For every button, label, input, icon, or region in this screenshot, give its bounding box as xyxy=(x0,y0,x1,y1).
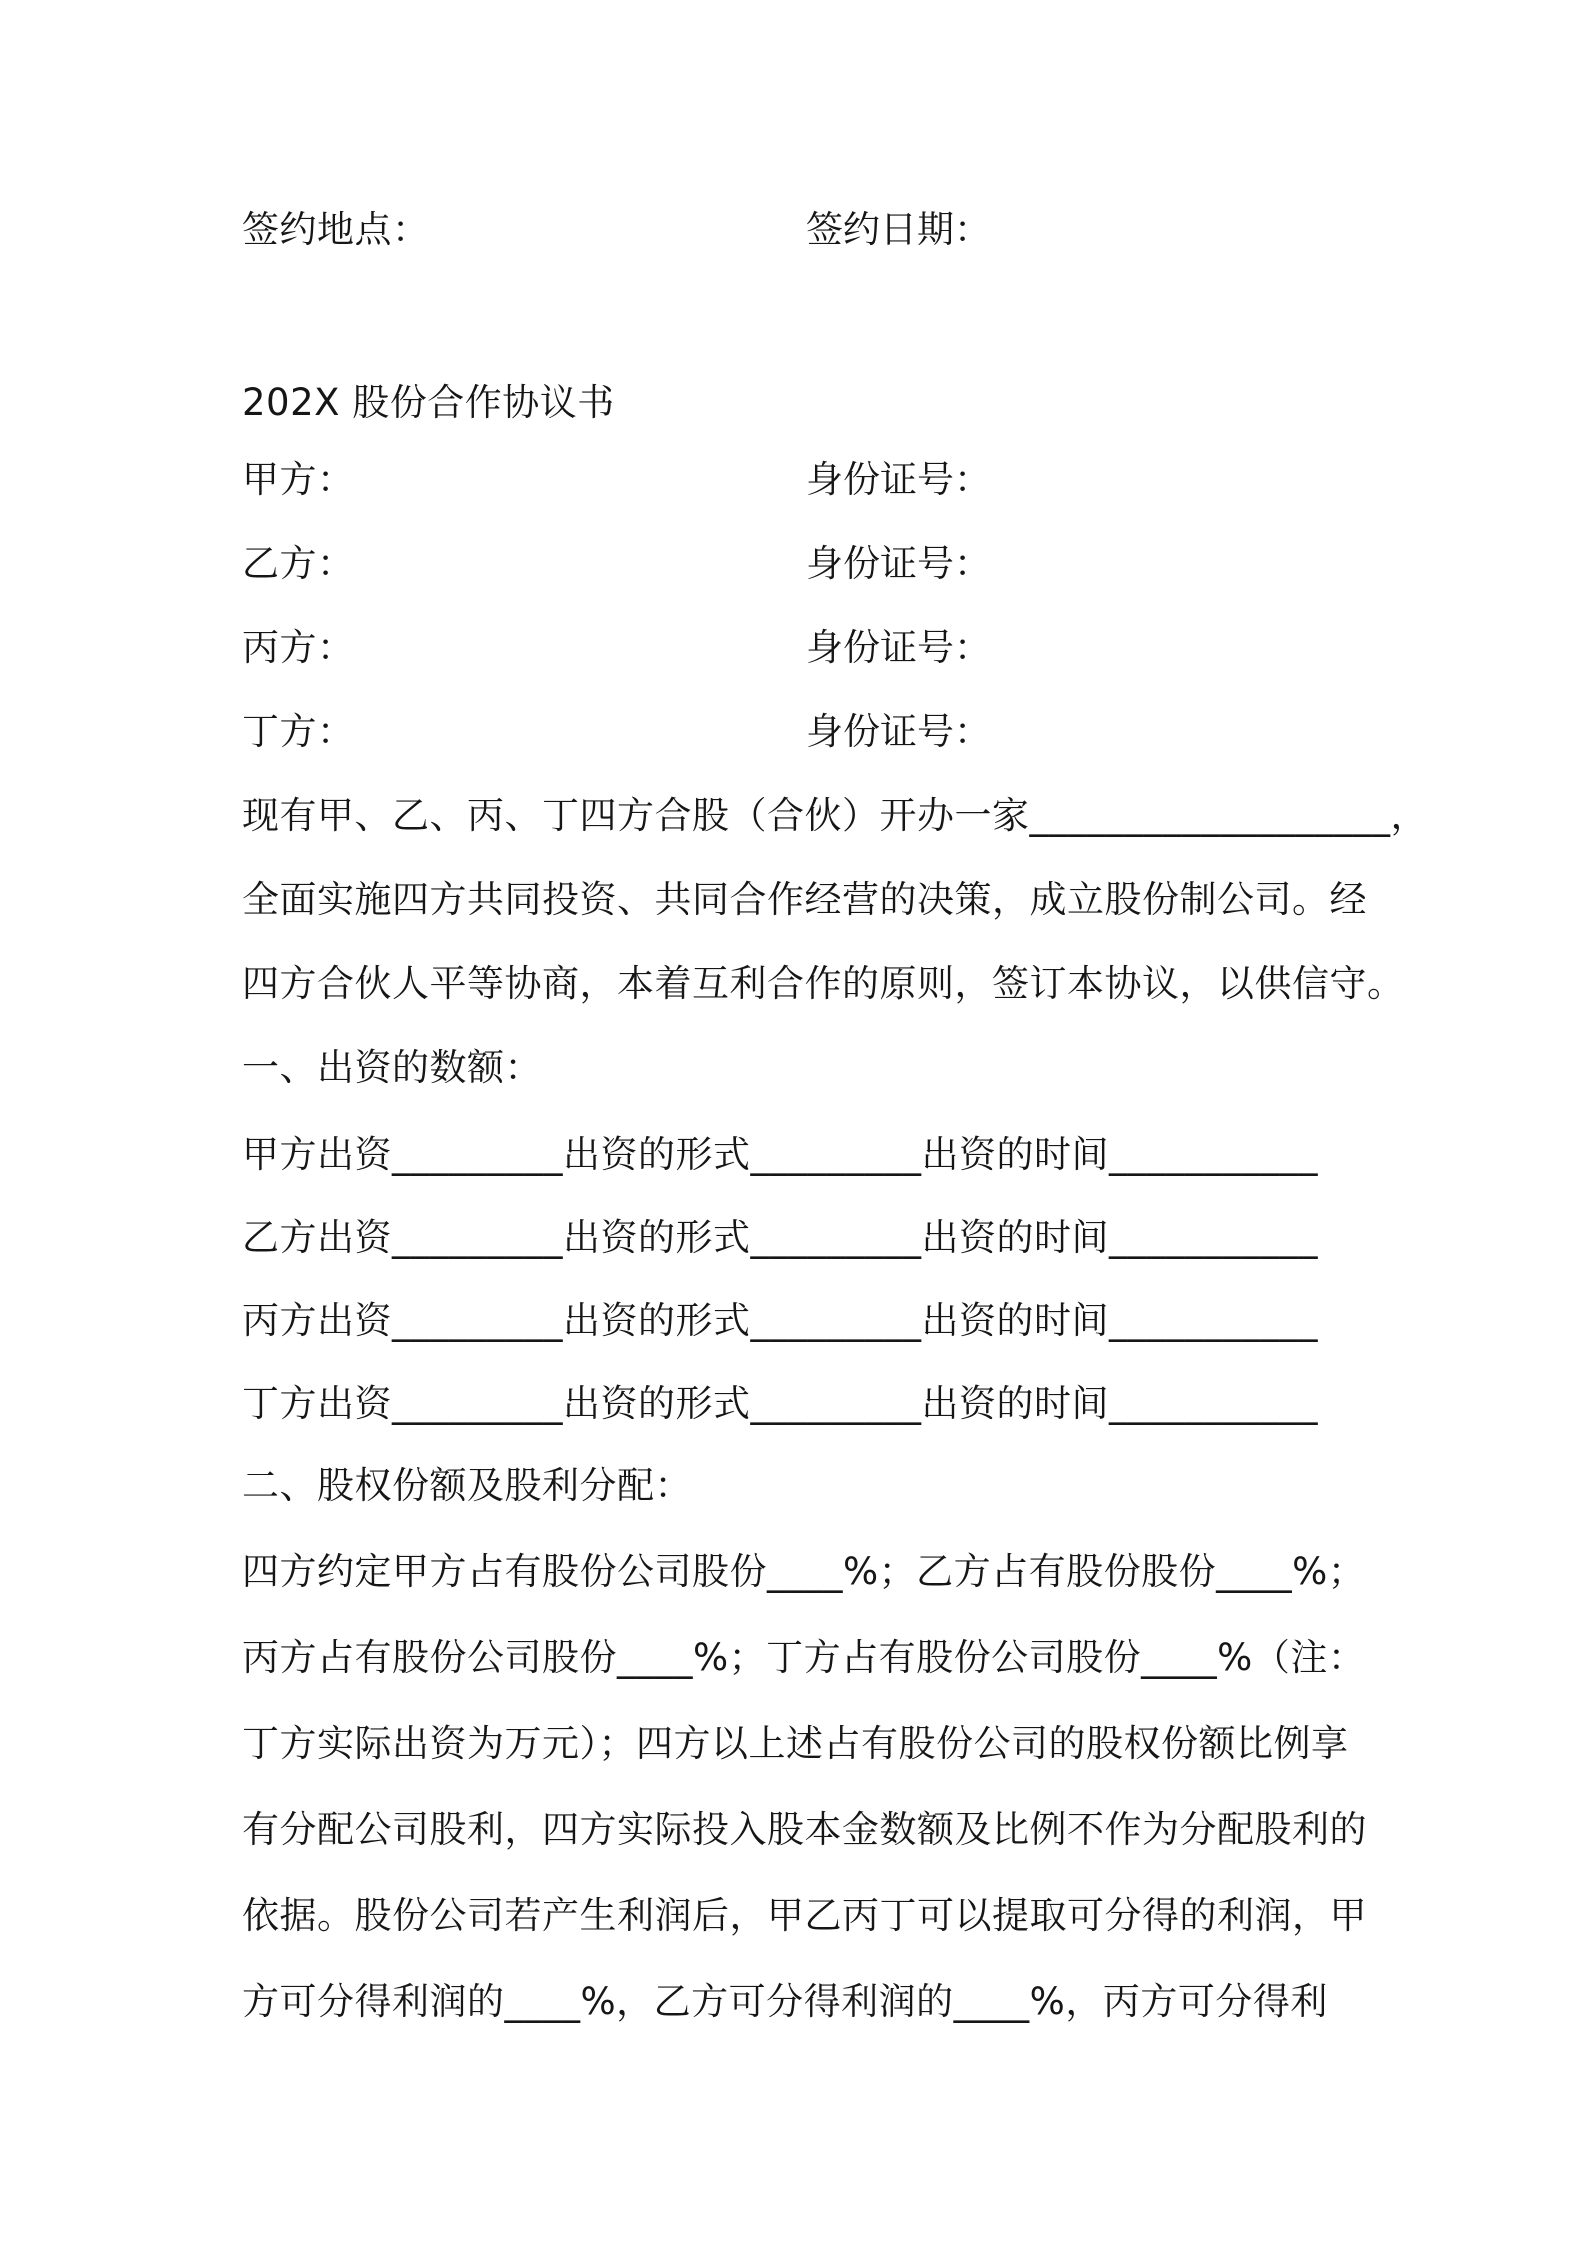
id-number-label: 身份证号： xyxy=(806,626,991,669)
document-title: 202X 股份合作协议书 xyxy=(242,381,615,424)
party-label: 丁方： xyxy=(242,710,355,753)
party-label: 甲方： xyxy=(242,458,355,501)
contribution-row: 乙方出资_________出资的形式_________出资的时间___________ xyxy=(242,1216,1318,1259)
id-number-label: 身份证号： xyxy=(806,458,991,501)
paragraph-line: 依据。股份公司若产生利润后，甲乙丙丁可以提取可分得的利润，甲 xyxy=(242,1894,1367,1937)
party-label: 丙方： xyxy=(242,626,355,669)
id-number-label: 身份证号： xyxy=(806,542,991,585)
paragraph-line: 有分配公司股利，四方实际投入股本金数额及比例不作为分配股利的 xyxy=(242,1808,1367,1851)
paragraph-line: 丁方实际出资为万元）；四方以上述占有股份公司的股权份额比例享 xyxy=(242,1722,1349,1765)
party-label: 乙方： xyxy=(242,542,355,585)
contribution-row: 丁方出资_________出资的形式_________出资的时间___________ xyxy=(242,1382,1318,1425)
paragraph-line: 四方约定甲方占有股份公司股份____%；乙方占有股份股份____%； xyxy=(242,1550,1366,1593)
sign-date-label: 签约日期： xyxy=(806,208,991,251)
intro-line: 现有甲、乙、丙、丁四方合股（合伙）开办一家___________________， xyxy=(242,794,1428,837)
section-heading: 一、出资的数额： xyxy=(242,1046,542,1089)
contribution-row: 甲方出资_________出资的形式_________出资的时间___________ xyxy=(242,1133,1318,1176)
intro-line: 全面实施四方共同投资、共同合作经营的决策，成立股份制公司。经 xyxy=(242,878,1367,921)
contribution-row: 丙方出资_________出资的形式_________出资的时间___________ xyxy=(242,1299,1318,1342)
paragraph-line: 丙方占有股份公司股份____%；丁方占有股份公司股份____%（注： xyxy=(242,1636,1366,1679)
section-heading: 二、股权份额及股利分配： xyxy=(242,1464,692,1507)
id-number-label: 身份证号： xyxy=(806,710,991,753)
intro-line: 四方合伙人平等协商，本着互利合作的原则，签订本协议，以供信守。 xyxy=(242,962,1405,1005)
paragraph-line: 方可分得利润的____%，乙方可分得利润的____%，丙方可分得利 xyxy=(242,1980,1328,2023)
sign-place-label: 签约地点： xyxy=(242,208,430,251)
